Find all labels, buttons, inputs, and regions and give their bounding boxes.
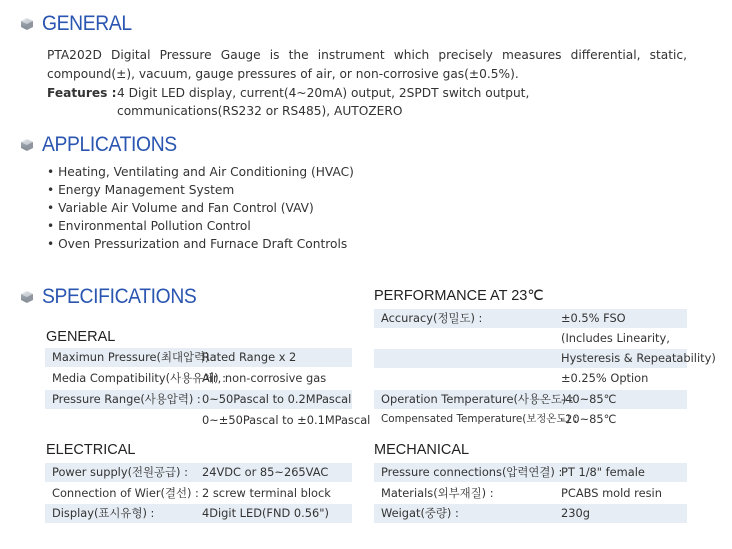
spec-label: Materials(외부재질) : [381, 486, 494, 500]
spec-label: Connection of Wier(결선) : [52, 486, 199, 500]
spec-label: Pressure Range(사용압력) : [52, 392, 201, 406]
gem-icon [20, 17, 34, 31]
performance-heading: PERFORMANCE AT 23℃ [374, 288, 544, 304]
spec-label: Power supply(전원공급) : [52, 465, 188, 479]
spec-value: 0~±50Pascal to ±0.1MPascal [202, 413, 371, 427]
spec-row [374, 504, 687, 523]
spec-value: 2 screw terminal block [202, 486, 331, 500]
spec-value: -40~85℃ [561, 392, 617, 406]
spec-value: 24VDC or 85~265VAC [202, 465, 329, 479]
applications-section-header [20, 133, 189, 157]
spec-row [374, 369, 687, 388]
spec-value: Air, non-corrosive gas [202, 371, 327, 385]
spec-label: Pressure connections(압력연결) : [381, 465, 563, 479]
general-description-line-2: compound(±), vacuum, gauge pressures of air, or non-corrosive gas(±0.5%). [47, 67, 519, 81]
spec-value: (Includes Linearity, [561, 331, 670, 345]
spec-row [374, 463, 687, 482]
spec-general-heading: GENERAL [46, 329, 116, 345]
spec-value: PCABS mold resin [561, 486, 662, 500]
electrical-heading: ELECTRICAL [46, 442, 136, 458]
spec-value: ±0.25% Option [561, 371, 649, 385]
applications-title: APPLICATIONS [42, 133, 177, 156]
spec-row [374, 329, 687, 348]
spec-row [374, 484, 687, 503]
spec-value: 4Digit LED(FND 0.56") [202, 506, 329, 520]
features-label: Features : [47, 86, 117, 100]
general-section-header [20, 12, 140, 36]
spec-row [45, 348, 352, 367]
spec-row [374, 410, 687, 429]
spec-row [45, 411, 371, 430]
spec-label: Weigat(중량) : [381, 506, 459, 520]
specifications-title: SPECIFICATIONS [42, 285, 197, 308]
spec-row [45, 463, 352, 482]
spec-row [374, 349, 716, 368]
spec-row [45, 504, 352, 523]
spec-value: -20~85℃ [561, 412, 617, 426]
spec-label: Compensated Temperature(보정온도) : [381, 413, 578, 425]
list-item: • Environmental Pollution Control [47, 219, 251, 233]
spec-row [45, 484, 352, 503]
gem-icon [20, 290, 34, 304]
list-item: • Oven Pressurization and Furnace Draft Controls [47, 237, 348, 251]
spec-label: Accuracy(정밀도) : [381, 311, 483, 325]
spec-label: Media Compatibility(사용유체) : [52, 371, 226, 385]
list-item: • Heating, Ventilating and Air Conditioning (HVAC) [47, 165, 354, 179]
features-line-2: communications(RS232 or RS485), AUTOZERO [117, 104, 403, 118]
general-title: GENERAL [42, 12, 132, 35]
spec-row [45, 369, 352, 388]
applications-list [47, 163, 354, 253]
gem-icon [20, 138, 34, 152]
spec-value: PT 1/8" female [561, 465, 645, 479]
list-item: • Variable Air Volume and Fan Control (VAV) [47, 201, 314, 215]
specifications-section-header [20, 285, 210, 309]
spec-value: Hysteresis & Repeatability) [561, 351, 716, 365]
spec-row [45, 390, 352, 409]
spec-label: Display(표시유형) : [52, 506, 155, 520]
spec-value: Rated Range x 2 [202, 350, 297, 364]
list-item: • Energy Management System [47, 183, 235, 197]
spec-value: 0~50Pascal to 0.2MPascal [202, 392, 352, 406]
spec-label: Operation Temperature(사용온도) : [381, 392, 574, 406]
spec-label: Maximun Pressure(최대압력) : [52, 350, 217, 364]
general-description-line-1: PTA202D Digital Pressure Gauge is the instrument which precisely measures differential, static, [47, 48, 687, 62]
mechanical-heading: MECHANICAL [374, 442, 470, 458]
features-line-1: 4 Digit LED display, current(4~20mA) output, 2SPDT switch output, [117, 86, 530, 100]
spec-value: 230g [561, 506, 590, 520]
spec-row [374, 309, 687, 328]
spec-value: ±0.5% FSO [561, 311, 626, 325]
spec-row [374, 390, 687, 409]
